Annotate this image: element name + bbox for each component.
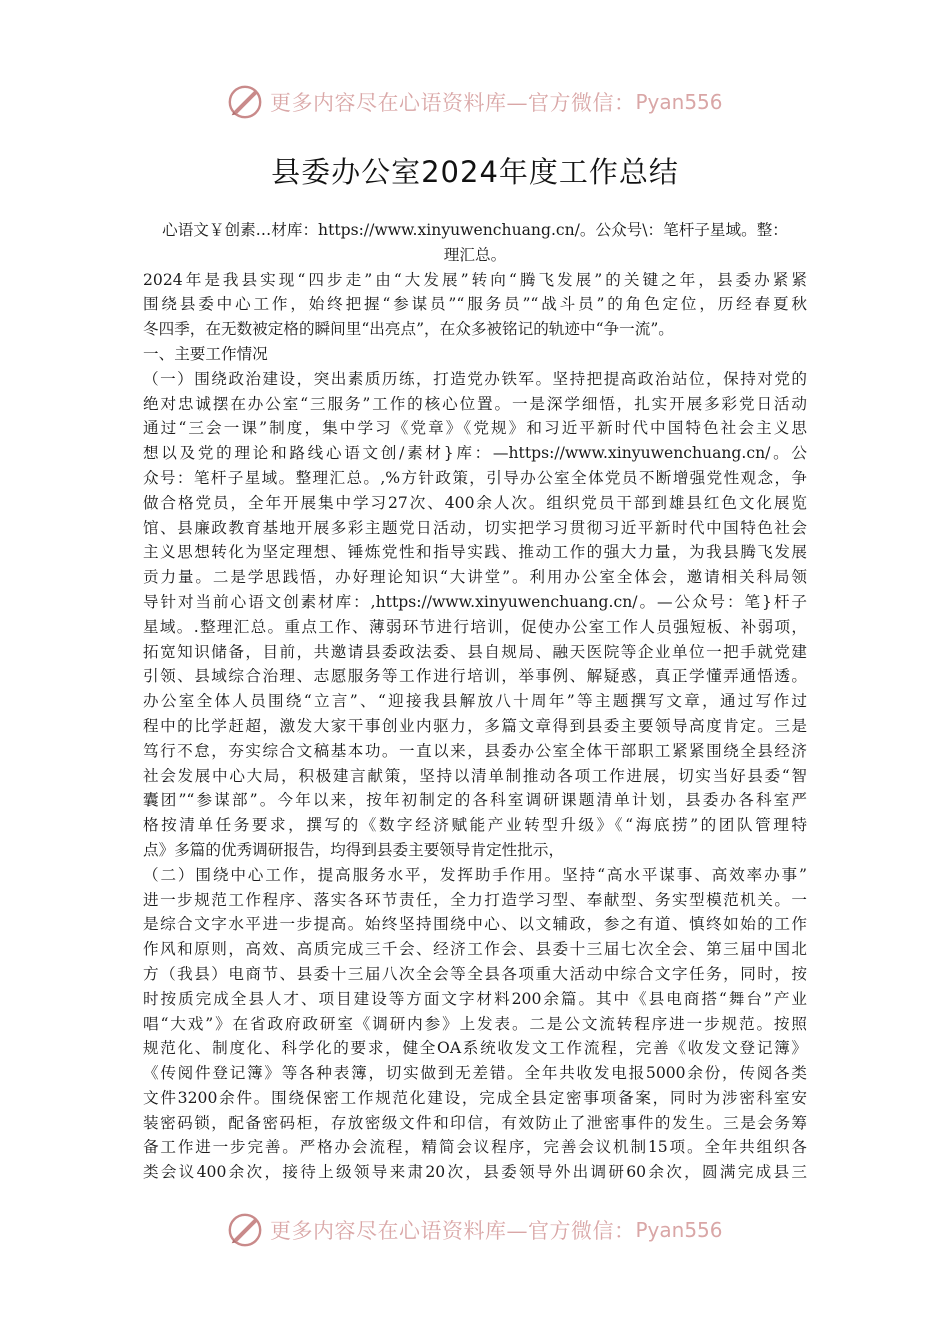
text-line: 社会发展中心大局，积极建言献策，坚持以清单制推动各项工作进展，切实当好县委“智 <box>143 766 807 785</box>
footer-banner <box>0 1208 950 1252</box>
banner-text: 更多内容尽在心语资料库—官方微信： <box>270 1219 636 1243</box>
text-line: 类会议400余次，接待上级领导来肃20次，县委领导外出调研60余次，圆满完成县三 <box>143 1163 807 1182</box>
text-line: 是综合文字水平进一步提高。始终坚持围绕中心、以文辅政，参之有道、慎终如始的工作 <box>143 915 807 934</box>
banner-text: 更多内容尽在心语资料库—官方微信： <box>270 91 636 115</box>
wechat-id: Pyan556 <box>635 1218 723 1242</box>
text-line: 办公室全体人员围绕“立言”、“迎接我县解放八十周年”等主题撰写文章，通过写作过 <box>143 692 807 711</box>
text-line: 点》多篇的优秀调研报告，均得到县委主要领导肯定性批示， <box>143 840 565 859</box>
text-line: 囊团”“参谋部”。今年以来，按年初制定的各科室调研课题清单计划，县委办各科室严 <box>143 791 807 810</box>
text-line: 做合格党员，全年开展集中学习27次、400余人次。组织党员干部到雄县红色文化展览 <box>143 493 807 512</box>
text-line: 装密码锁，配备密码柜，存放密级文件和印信，有效防止了泄密事件的发生。三是会务筹 <box>143 1113 807 1132</box>
text-line: 馆、县廉政教育基地开展多彩主题党日活动，切实把学习贯彻习近平新时代中国特色社会 <box>143 518 807 537</box>
text-line: 《传阅件登记簿》等各种表簿，切实做到无差错。全年共收发电报5000余份，传阅各类 <box>143 1064 807 1083</box>
text-line: 主义思想转化为坚定理想、锤炼党性和指导实践、推动工作的强大力量，为我县腾飞发展 <box>143 543 807 562</box>
pen-logo-icon <box>226 1211 264 1249</box>
text-line: 时按质完成全县人才、项目建设等方面文字材料200余篇。其中《县电商搭“舞台”产业 <box>143 989 807 1008</box>
text-line: 备工作进一步完善。严格办会流程，精简会议程序，完善会议机制15项。全年共组织各 <box>143 1138 807 1157</box>
text-line: 引领、县域综合治理、志愿服务等工作进行培训，举事例、解疑惑，真正学懂弄通悟透。 <box>143 667 807 686</box>
text-line: 贡力量。二是学思践悟，办好理论知识“大讲堂”。利用办公室全体会，邀请相关科局领 <box>143 568 807 587</box>
text-line: 绝对忠诚摆在办公室“三服务”工作的核心位置。一是深学细悟，扎实开展多彩党日活动 <box>143 394 807 413</box>
text-line: 进一步规范工作程序、落实各环节责任，全力打造学习型、奉献型、务实型模范机关。一 <box>143 890 807 909</box>
text-line: 围绕县委中心工作，始终把握“参谋员”“服务员”“战斗员”的角色定位，历经春夏秋 <box>143 295 807 314</box>
text-line: 冬四季，在无数被定格的瞬间里“出亮点”，在众多被铭记的轨迹中“争一流”。 <box>143 320 674 339</box>
text-line: 作风和原则，高效、高质完成三千会、经济工作会、县委十三届七次全会、第三届中国北 <box>143 940 807 959</box>
header-banner <box>0 80 950 124</box>
text-line: 众号：笔杆子星域。整理汇总。,%方针政策，引导办公室全体党员不断增强党性观念，争 <box>143 468 807 487</box>
text-line: （二）围绕中心工作，提高服务水平，发挥助手作用。坚持“高水平谋事、高效率办事” <box>143 865 807 884</box>
text-line: 方（我县）电商节、县委十三届八次全会等全县各项重大活动中综合文字任务，同时，按 <box>143 964 807 983</box>
text-line: 理汇总。 <box>443 245 507 264</box>
text-line: 格按清单任务要求，撰写的《数字经济赋能产业转型升级》《“海底捞”的团队管理特 <box>143 816 807 835</box>
text-line: 规范化、制度化、科学化的要求，健全OA系统收发文工作流程，完善《收发文登记簿》 <box>143 1039 807 1058</box>
text-line: 程中的比学赶超，激发大家干事创业内驱力，多篇文章得到县委主要领导高度肯定。三是 <box>143 716 807 735</box>
text-line: 唱“大戏”》在省政府政研室《调研内参》上发表。二是公文流转程序进一步规范。按照 <box>143 1014 807 1033</box>
pen-logo-icon <box>226 83 264 121</box>
text-line: 心语文￥创素…材库：https://www.xinyuwenchuang.cn/。公众号\：笔杆子星域。整： <box>162 221 788 239</box>
text-line: 2024年是我县实现“四步走”由“大发展”转向“腾飞发展”的关键之年，县委办紧紧 <box>143 270 807 289</box>
text-line: （一）围绕政治建设，突出素质历练，打造党办铁军。坚持把提高政治站位，保持对党的 <box>143 369 807 388</box>
wechat-id: Pyan556 <box>635 90 723 114</box>
text-line: 拓宽知识储备，目前，共邀请县委政法委、县自规局、融天医院等企业单位一把手就党建 <box>143 642 807 661</box>
text-line: 笃行不怠，夯实综合文稿基本功。一直以来，县委办公室全体干部职工紧紧围绕全县经济 <box>143 741 807 760</box>
text-line: 一、主要工作情况 <box>143 344 268 363</box>
text-line: 通过“三会一课”制度，集中学习《党章》《党规》和习近平新时代中国特色社会主义思 <box>143 419 807 438</box>
text-line: 星域。.整理汇总。重点工作、薄弱环节进行培训，促使办公室工作人员强短板、补弱项， <box>143 617 807 636</box>
text-line: 文件3200余件。围绕保密工作规范化建设，完成全县定密事项备案，同时为涉密科室安 <box>143 1088 807 1107</box>
document-body <box>143 218 807 1185</box>
document-title: 县委办公室2024年度工作总结 <box>271 155 679 189</box>
text-line: 想以及党的理论和路线心语文创/素材}库：—https://www.xinyuwenchuang.cn/。公 <box>143 444 807 463</box>
text-line: 导针对当前心语文创素材库：,https://www.xinyuwenchuang.cn/。—公众号：笔}杆子 <box>143 592 807 611</box>
